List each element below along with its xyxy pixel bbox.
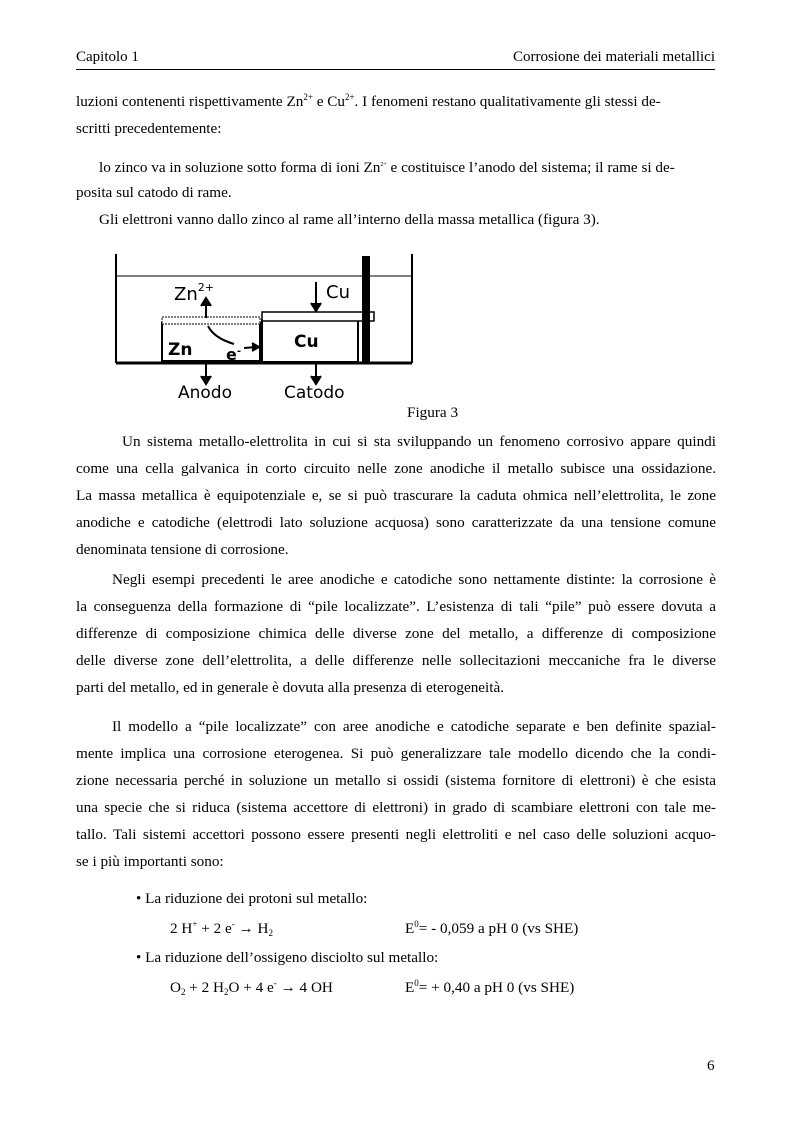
para2-line: parti del metallo, ed in generale è dovuta alla presenza di eterogeneità. <box>76 679 505 696</box>
label-zn: Zn <box>168 340 193 360</box>
cu-ion-arrowhead <box>311 303 321 311</box>
bullet-item-proton-reduction: • La riduzione dei protoni sul metallo: <box>136 890 368 907</box>
potential-proton-reduction: $E^0= - 0,059$ a pH 0 (vs SHE) <box>405 919 579 937</box>
intro-line-1: luzioni contenenti rispettivamente $Zn^{2+}$ e $Cu^{2+}$. I fenomeni restano qualitativamente gli stessi de- <box>76 92 661 110</box>
para3-line: zione necessaria perché in soluzione un metallo si ossidi (sistema fornitore di elettroni) è che esista <box>76 772 716 789</box>
para2-line: la conseguenza della formazione di “pile localizzate”. L’esistenza di tali “pile” può essere dovuta a <box>76 598 716 615</box>
para3-line: mente implica una corrosione eterogenea. Si può generalizzare tale modello dicendo che la condi- <box>76 745 716 762</box>
potential-oxygen-reduction: $E^0= + 0,40$ a pH 0 (vs SHE) <box>405 978 575 996</box>
bullet-item-oxygen-reduction: • La riduzione dell’ossigeno disciolto sul metallo: <box>136 949 439 966</box>
label-anode: Anodo <box>178 383 232 403</box>
para1-line: denominata tensione di corrosione. <box>76 541 289 558</box>
intro-line-2: scritti precedentemente: <box>76 120 222 137</box>
zinc-surface-layer <box>162 317 260 324</box>
para3-line: se i più importanti sono: <box>76 853 224 870</box>
conductor-rod <box>362 256 370 362</box>
header-rule <box>76 69 715 70</box>
para1-line: anodiche e catodiche (elettrodi lato soluzione acquosa) sono caratterizzate da una tensione comune <box>76 514 716 531</box>
label-electron: e- <box>226 345 242 364</box>
page-number: 6 <box>707 1057 715 1074</box>
label-cu: Cu <box>294 332 319 352</box>
intro-line-3: lo zinco va in soluzione sotto forma di ioni $Zn^{2+}$ e costituisce l’anodo del sistema; il rame si de- <box>99 159 675 176</box>
paragraph-2 <box>76 566 716 701</box>
label-cathode: Catodo <box>284 383 345 403</box>
para2-line: differenze di composizione chimica delle diverse zone del metallo, a differenze di composizione <box>76 625 716 642</box>
figure-3-galvanic-cell <box>104 248 424 406</box>
copper-top-layer <box>262 312 374 321</box>
header-chapter: Capitolo 1 <box>76 49 139 65</box>
equation-oxygen-reduction: $O_2 + 2$ $H_2O + 4$ e- → 4 OH <box>170 978 333 997</box>
intro-line-4: posita sul catodo di rame. <box>76 184 232 201</box>
para3-line: una specie che si riduca (sistema accettore di elettroni) in grado di scambiare elettroni con tale me- <box>76 799 716 816</box>
para3-line: Il modello a “pile localizzate” con aree anodiche e catodiche separate e ben definite spazial- <box>112 718 716 735</box>
equation-proton-reduction: 2 H+ + 2 $e^- \to H_2$ <box>170 919 273 938</box>
intro-line-5: Gli elettroni vanno dallo zinco al rame all’interno della massa metallica (figura 3). <box>99 211 600 228</box>
para1-line: La massa metallica è equipotenziale e, se si può trascurare la caduta ohmica nell’elettrolita, le zone <box>76 487 716 504</box>
para2-line: delle diverse zone dell’elettrolita, a delle differenze nelle sollecitazioni meccaniche fra le diverse <box>76 652 716 669</box>
para2-line: Negli esempi precedenti le aree anodiche e catodiche sono nettamente distinte: la corrosione è <box>112 571 716 588</box>
paragraph-3 <box>76 713 716 875</box>
para1-line: come una cella galvanica in corto circuito nelle zone anodiche il metallo subisce una ossidazione. <box>76 460 716 477</box>
para1-line: Un sistema metallo-elettrolita in cui si sta sviluppando un fenomeno corrosivo appare quindi <box>122 433 716 450</box>
label-cu-ion: Cu <box>326 282 350 303</box>
figure-caption: Figura 3 <box>407 404 459 421</box>
label-zn-ion: $Zn^{2+}$ <box>174 281 214 305</box>
header-section-title: Corrosione dei materiali metallici <box>512 49 715 65</box>
bullet-marker: • <box>136 949 142 966</box>
para3-line: tallo. Tali sistemi accettori possono essere presenti negli elettroliti e nel caso delle soluzioni acquo- <box>76 826 716 843</box>
zn-ion-arrowhead <box>201 298 211 306</box>
paragraph-1 <box>76 428 716 563</box>
bullet-marker: • <box>136 890 142 907</box>
